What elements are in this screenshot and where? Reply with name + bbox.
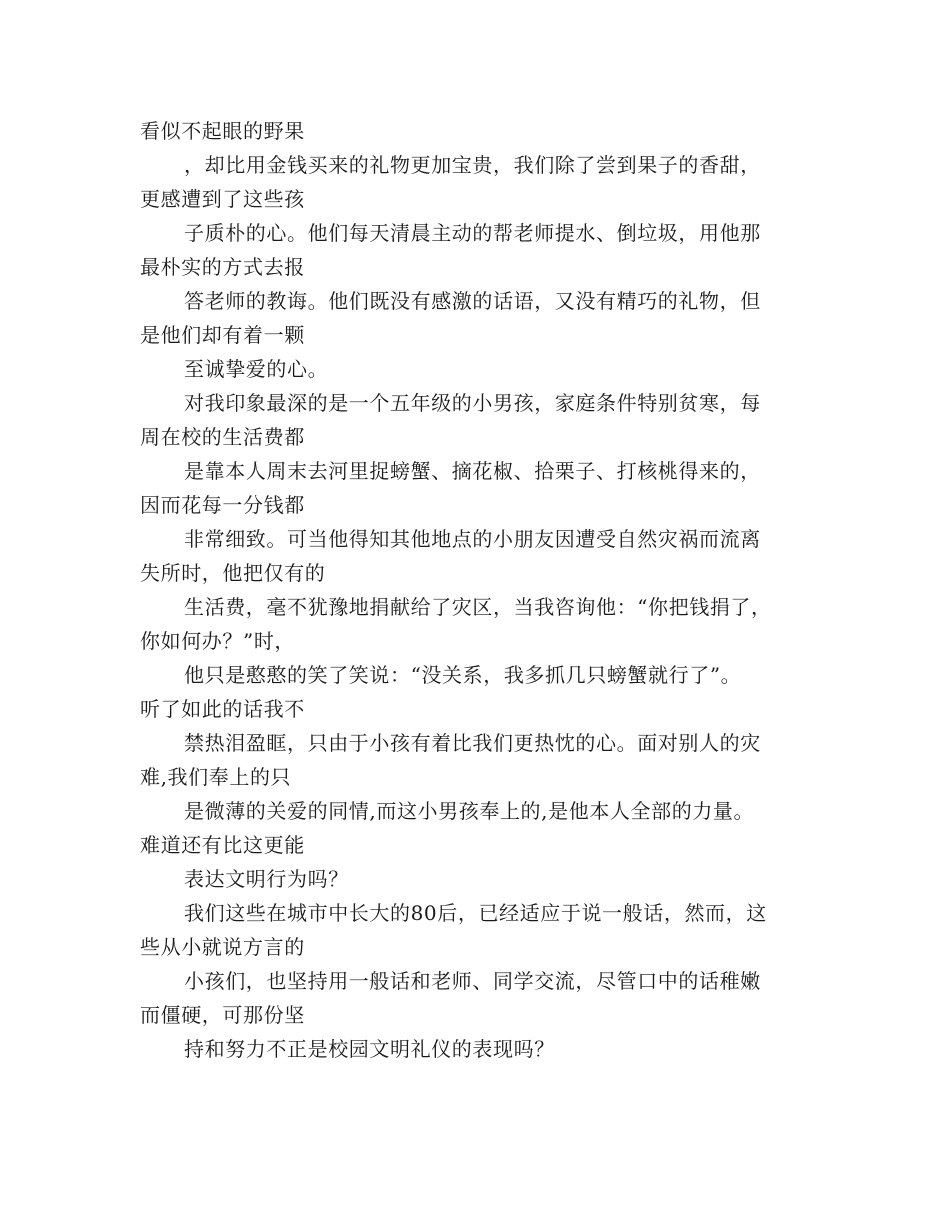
text-line: 答老师的教诲。他们既没有感激的话语，又没有精巧的礼物，但: [184, 289, 761, 313]
text-line: 小孩们，也坚持用一般话和老师、同学交流，尽管口中的话稚嫩: [184, 969, 761, 993]
text-line: 因而花每一分钱都: [140, 493, 305, 517]
text-line: 失所时，他把仅有的: [140, 561, 326, 585]
text-line: 对我印象最深的是一个五年级的小男孩，家庭条件特别贫寒，每: [184, 391, 761, 415]
text-line: 看似不起眼的野果: [140, 119, 305, 143]
text-line: 难道还有比这更能: [140, 833, 305, 857]
text-line: 他只是憨憨的笑了笑说：“没关系，我多抓几只螃蟹就行了”。: [184, 663, 742, 687]
text-line: 而僵硬，可那份坚: [140, 1003, 305, 1027]
text-line: 是微薄的关爱的同情,而这小男孩奉上的,是他本人全部的力量。: [184, 799, 755, 823]
text-line: 周在校的生活费都: [140, 425, 305, 449]
text-line: 更感遭到了这些孩: [140, 187, 305, 211]
text-line: 最朴实的方式去报: [140, 255, 305, 279]
text-line: 你如何办？”时，: [140, 629, 296, 653]
text-line: 难,我们奉上的只: [140, 765, 292, 789]
text-line: 至诚挚爱的心。: [184, 357, 329, 381]
text-line: 是他们却有着一颗: [140, 323, 305, 347]
text-line: 生活费，毫不犹豫地捐献给了灾区，当我咨询他：“你把钱捐了，: [184, 595, 772, 619]
text-line: 禁热泪盈眶，只由于小孩有着比我们更热忱的心。面对别人的灾: [184, 731, 761, 755]
document-body: [140, 114, 820, 1066]
text-line: 表达文明行为吗？: [184, 867, 349, 891]
text-line: 是靠本人周末去河里捉螃蟹、摘花椒、拾栗子、打核桃得来的，: [184, 459, 761, 483]
text-line: 我们这些在城市中长大的80后，已经适应于说一般话，然而，这: [184, 901, 767, 925]
text-line: 听了如此的话我不: [140, 697, 305, 721]
text-line: 子质朴的心。他们每天清晨主动的帮老师提水、倒垃圾，用他那: [184, 221, 761, 245]
text-line: ，却比用金钱买来的礼物更加宝贵，我们除了尝到果子的香甜，: [184, 153, 761, 177]
text-line: 些从小就说方言的: [140, 935, 305, 959]
text-line: 非常细致。可当他得知其他地点的小朋友因遭受自然灾祸而流离: [184, 527, 761, 551]
text-line: 持和努力不正是校园文明礼仪的表现吗？: [184, 1037, 555, 1061]
